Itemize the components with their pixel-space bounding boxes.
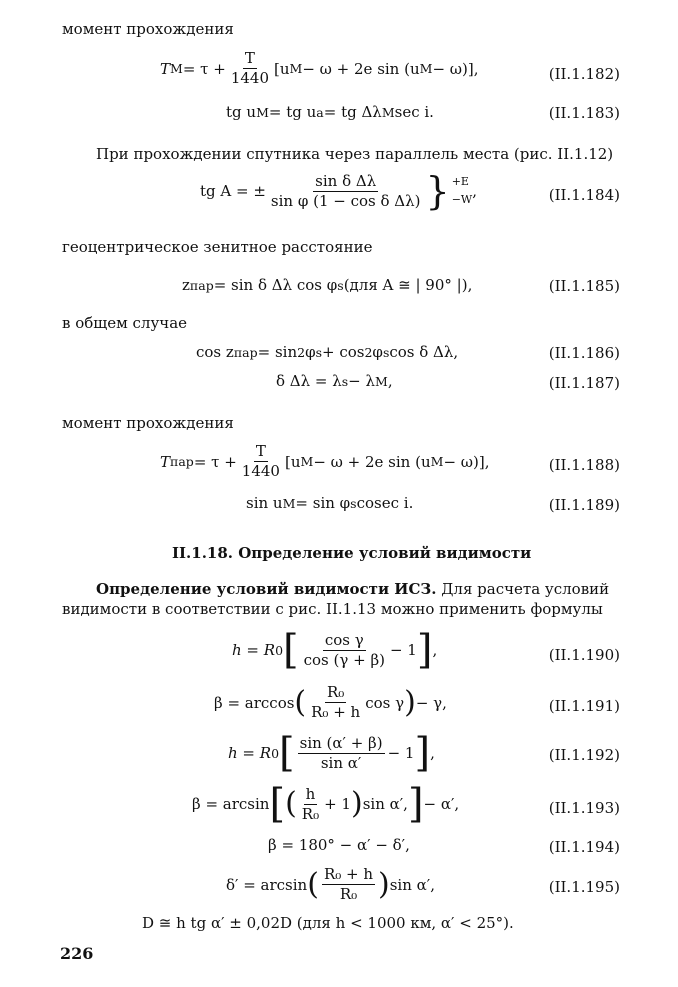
section-heading: II.1.18. Определение условий видимости bbox=[172, 544, 532, 562]
equation-distance-estimate: D ≅ h tg α′ ± 0,02D (для h < 1000 км, α′ < 25°). bbox=[142, 914, 514, 932]
equation-187: δ Δλ = λ s − λ M , bbox=[276, 372, 393, 390]
equation-186: cos z пар = sin 2 φ s + cos 2 φ s cos δ Δλ, bbox=[196, 343, 459, 361]
equation-192: h = R 0 [ $\frac{\sin (\alpha' + \beta)}{\text{sin α′}}$ − 1 ] , bbox=[228, 730, 435, 776]
equation-number-189: (II.1.189) bbox=[548, 496, 620, 514]
equation-number-190: (II.1.190) bbox=[548, 646, 620, 664]
equation-number-188: (II.1.188) bbox=[548, 456, 620, 474]
equation-number-192: (II.1.192) bbox=[548, 746, 620, 764]
equation-189: sin u M = sin φ s cosec i. bbox=[246, 494, 414, 512]
equation-195: δ′ = arcsin ( $\frac{\text{R₀ + h}}{\text{R₀}}$ ) sin α′, bbox=[226, 865, 435, 903]
equation-number-194: (II.1.194) bbox=[548, 838, 620, 856]
text-geocentric-zenith: геоцентрическое зенитное расстояние bbox=[62, 238, 373, 256]
text-general-case: в общем случае bbox=[62, 314, 188, 332]
equation-183: tg u M = tg u a = tg Δλ M sec i. bbox=[226, 103, 434, 121]
equation-182: T M = τ + $\frac{T}{1440}$ [u M − ω + 2e sin (u M − ω)], bbox=[160, 49, 479, 87]
paragraph-line-2: видимости в соответствии с рис. II.1.13 можно применить формулы bbox=[62, 600, 603, 618]
equation-number-183: (II.1.183) bbox=[548, 104, 620, 122]
equation-number-187: (II.1.187) bbox=[548, 374, 620, 392]
equation-188: T пар = τ + $\frac{T}{1440}$ [u M − ω + 2e sin (u M − ω)], bbox=[160, 442, 490, 480]
equation-184: tg A = ± $\frac{\text{sin δ Δλ}}{\text{sin φ (1 − cos δ Δλ)}}$ } +E −W , bbox=[200, 169, 477, 213]
text-moment-of-passage: момент прохождения bbox=[62, 20, 234, 38]
text-parallel-passage: При прохождении спутника через параллель места (рис. II.1.12) bbox=[96, 145, 614, 163]
page-number: 226 bbox=[60, 944, 94, 963]
equation-number-193: (II.1.193) bbox=[548, 799, 620, 817]
paragraph-line-1: Определение условий видимости ИСЗ. Для расчета условий bbox=[96, 580, 610, 598]
equation-number-186: (II.1.186) bbox=[548, 344, 620, 362]
text-moment-of-passage-2: момент прохождения bbox=[62, 414, 234, 432]
equation-193: β = arcsin [ ( $\frac{h}{\text{R₀}}$ + 1 ) sin α′, ] − α′, bbox=[192, 781, 460, 827]
equation-number-185: (II.1.185) bbox=[548, 277, 620, 295]
equation-191: β = arccos ( $\frac{\text{R₀}}{\text{R₀ + h}}$ cos γ ) − γ, bbox=[214, 683, 447, 721]
equation-number-191: (II.1.191) bbox=[548, 697, 620, 715]
equation-185: z пар = sin δ Δλ cos φ s (для A ≅ | 90° |), bbox=[182, 276, 473, 294]
equation-number-184: (II.1.184) bbox=[548, 186, 620, 204]
equation-number-195: (II.1.195) bbox=[548, 878, 620, 896]
equation-number-182: (II.1.182) bbox=[548, 65, 620, 83]
equation-190: h = R 0 [ $\frac{\text{cos γ}}{\cos (\gamma + \beta)}$ − 1 ] , bbox=[232, 627, 438, 673]
equation-194: β = 180° − α′ − δ′, bbox=[268, 836, 410, 854]
